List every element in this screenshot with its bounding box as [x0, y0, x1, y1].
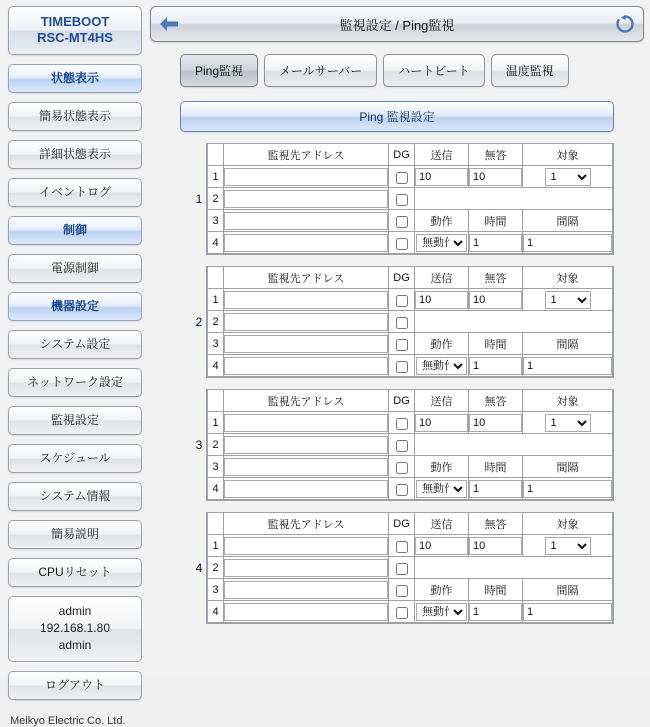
address-cell[interactable]	[224, 232, 389, 254]
block-index: 4	[195, 561, 203, 575]
time-cell[interactable]	[469, 601, 523, 623]
column-header-time: 時間	[469, 333, 523, 355]
table-row	[208, 601, 613, 623]
sidebar-item-device-settings[interactable]: 機器設定	[8, 292, 142, 321]
column-header-action: 動作	[415, 210, 469, 232]
address-cell[interactable]	[224, 311, 389, 333]
brand-line-2: RSC-MT4HS	[37, 30, 113, 46]
column-header-time: 時間	[469, 210, 523, 232]
arrow-left-icon[interactable]	[157, 12, 181, 36]
address-cell[interactable]	[224, 355, 389, 377]
interval-cell[interactable]	[523, 601, 613, 623]
noreply-input[interactable]	[469, 414, 522, 432]
ping-table	[206, 266, 614, 378]
table-row	[208, 232, 613, 254]
address-cell[interactable]	[224, 412, 389, 434]
dg-checkbox[interactable]	[396, 216, 408, 228]
column-header-dg: DG	[389, 390, 415, 412]
address-input[interactable]	[224, 559, 388, 577]
address-cell[interactable]	[224, 289, 389, 311]
address-cell[interactable]	[224, 478, 389, 500]
address-input[interactable]	[224, 603, 388, 621]
noreply-cell[interactable]	[469, 166, 523, 188]
target-select[interactable]	[545, 168, 591, 186]
corner-cell	[208, 144, 224, 166]
dg-checkbox[interactable]	[396, 238, 408, 250]
dg-checkbox[interactable]	[396, 607, 408, 619]
corner-cell	[208, 267, 224, 289]
panel-title: Ping 監視設定	[180, 101, 614, 132]
address-input[interactable]	[224, 291, 388, 309]
sidebar-brand[interactable]	[8, 6, 142, 55]
page-title: 監視設定 / Ping監視	[339, 17, 455, 33]
send-cell[interactable]	[415, 166, 469, 188]
corner-cell	[208, 513, 224, 535]
time-input[interactable]	[469, 357, 522, 375]
noreply-input[interactable]	[469, 537, 522, 555]
column-header-target: 対象	[523, 390, 613, 412]
sidebar-item-quick-help[interactable]: 簡易説明	[8, 520, 142, 549]
send-cell[interactable]	[415, 535, 469, 557]
tab-temperature-monitor[interactable]: 温度監視	[491, 54, 569, 87]
dg-cell[interactable]	[389, 311, 415, 333]
address-input[interactable]	[224, 480, 388, 498]
address-input[interactable]	[224, 414, 388, 432]
sidebar-item-cpu-reset[interactable]: CPUリセット	[8, 558, 142, 587]
sidebar-item-detail-status[interactable]: 詳細状態表示	[8, 140, 142, 169]
interval-input[interactable]	[523, 357, 612, 375]
interval-input[interactable]	[523, 234, 612, 252]
dg-checkbox[interactable]	[396, 295, 408, 307]
time-input[interactable]	[469, 234, 522, 252]
row-number: 3	[208, 456, 224, 478]
target-cell[interactable]	[523, 535, 613, 557]
dg-cell[interactable]	[389, 210, 415, 232]
address-cell[interactable]	[224, 333, 389, 355]
column-header-noreply: 無答	[469, 390, 523, 412]
column-header-address: 監視先アドレス	[224, 513, 389, 535]
address-input[interactable]	[224, 335, 388, 353]
row-number: 2	[208, 434, 224, 456]
address-cell[interactable]	[224, 166, 389, 188]
column-header-dg: DG	[389, 513, 415, 535]
block-index: 2	[195, 315, 203, 329]
row-number: 3	[208, 579, 224, 601]
dg-cell[interactable]	[389, 535, 415, 557]
address-input[interactable]	[224, 581, 388, 599]
ping-block	[192, 389, 614, 501]
row-number: 4	[208, 478, 224, 500]
interval-cell[interactable]	[523, 232, 613, 254]
row-number: 1	[208, 289, 224, 311]
column-header-address: 監視先アドレス	[224, 267, 389, 289]
action-cell[interactable]	[415, 232, 469, 254]
dg-cell[interactable]	[389, 412, 415, 434]
target-cell[interactable]	[523, 166, 613, 188]
table-row	[208, 557, 613, 579]
column-header-target: 対象	[523, 267, 613, 289]
main-content	[150, 0, 650, 677]
row-number: 2	[208, 311, 224, 333]
sidebar-item-simple-status[interactable]: 簡易状態表示	[8, 102, 142, 131]
row-number: 1	[208, 535, 224, 557]
address-input[interactable]	[224, 168, 388, 186]
dg-checkbox[interactable]	[396, 172, 408, 184]
spacer-cell	[415, 188, 613, 210]
ping-block	[192, 512, 614, 624]
tab-heartbeat[interactable]: ハートビート	[383, 54, 485, 87]
company-footer: Meikyo Electric Co. Ltd.	[10, 714, 126, 727]
column-header-send: 送信	[415, 390, 469, 412]
target-select[interactable]	[545, 537, 591, 555]
target-select[interactable]	[545, 414, 591, 432]
column-header-interval: 間隔	[523, 333, 613, 355]
column-header-noreply: 無答	[469, 513, 523, 535]
logout-button[interactable]: ログアウト	[8, 671, 142, 700]
table-row	[208, 289, 613, 311]
target-cell[interactable]	[523, 289, 613, 311]
table-row	[208, 478, 613, 500]
spacer-cell	[415, 557, 613, 579]
table-row	[208, 412, 613, 434]
tab-ping-monitor[interactable]: Ping監視	[180, 54, 258, 87]
account-info	[8, 596, 142, 662]
target-select[interactable]	[545, 291, 591, 309]
send-input[interactable]	[415, 291, 468, 309]
dg-cell[interactable]	[389, 579, 415, 601]
send-input[interactable]	[415, 168, 468, 186]
sidebar	[0, 0, 150, 727]
column-header-action: 動作	[415, 579, 469, 601]
row-number: 1	[208, 412, 224, 434]
noreply-input[interactable]	[469, 291, 522, 309]
account-ip: 192.168.1.80	[39, 620, 111, 635]
row-number: 4	[208, 232, 224, 254]
noreply-cell[interactable]	[469, 289, 523, 311]
column-header-address: 監視先アドレス	[224, 144, 389, 166]
dg-cell[interactable]	[389, 557, 415, 579]
address-input[interactable]	[224, 234, 388, 252]
column-header-action: 動作	[415, 456, 469, 478]
table-row	[208, 210, 613, 232]
action-cell[interactable]	[415, 478, 469, 500]
dg-cell[interactable]	[389, 456, 415, 478]
address-input[interactable]	[224, 190, 388, 208]
dg-cell[interactable]	[389, 188, 415, 210]
column-header-noreply: 無答	[469, 144, 523, 166]
dg-checkbox[interactable]	[396, 418, 408, 430]
column-header-action: 動作	[415, 333, 469, 355]
address-input[interactable]	[224, 313, 388, 331]
address-cell[interactable]	[224, 210, 389, 232]
table-row	[208, 434, 613, 456]
block-index: 3	[195, 438, 203, 452]
table-row	[208, 579, 613, 601]
address-cell[interactable]	[224, 579, 389, 601]
column-header-address: 監視先アドレス	[224, 390, 389, 412]
column-header-send: 送信	[415, 267, 469, 289]
sidebar-item-network-settings[interactable]: ネットワーク設定	[8, 368, 142, 397]
dg-checkbox[interactable]	[396, 541, 408, 553]
noreply-cell[interactable]	[469, 535, 523, 557]
address-input[interactable]	[224, 357, 388, 375]
row-number: 2	[208, 557, 224, 579]
reload-icon[interactable]	[613, 12, 637, 36]
table-row	[208, 535, 613, 557]
column-header-interval: 間隔	[523, 456, 613, 478]
account-role: admin	[58, 638, 92, 653]
column-header-time: 時間	[469, 456, 523, 478]
page-header	[150, 6, 644, 42]
column-header-send: 送信	[415, 144, 469, 166]
column-header-interval: 間隔	[523, 579, 613, 601]
dg-cell[interactable]	[389, 478, 415, 500]
table-row	[208, 456, 613, 478]
sidebar-item-power-control[interactable]: 電源制御	[8, 254, 142, 283]
sidebar-item-control[interactable]: 制御	[8, 216, 142, 245]
table-row	[208, 166, 613, 188]
interval-input[interactable]	[523, 603, 612, 621]
row-number: 4	[208, 601, 224, 623]
action-select[interactable]	[416, 480, 467, 498]
account-user: admin	[58, 603, 92, 618]
noreply-input[interactable]	[469, 168, 522, 186]
dg-checkbox[interactable]	[396, 440, 408, 452]
brand-line-1: TIMEBOOT	[40, 14, 110, 29]
sidebar-item-schedule[interactable]: スケジュール	[8, 444, 142, 473]
row-number: 4	[208, 355, 224, 377]
send-input[interactable]	[415, 414, 468, 432]
spacer-cell	[415, 311, 613, 333]
block-index: 1	[195, 192, 203, 206]
action-select[interactable]	[416, 234, 467, 252]
dg-checkbox[interactable]	[396, 585, 408, 597]
column-header-interval: 間隔	[523, 210, 613, 232]
table-row	[208, 355, 613, 377]
dg-cell[interactable]	[389, 333, 415, 355]
address-input[interactable]	[224, 436, 388, 454]
corner-cell	[208, 390, 224, 412]
column-header-target: 対象	[523, 513, 613, 535]
noreply-cell[interactable]	[469, 412, 523, 434]
ping-table	[206, 389, 614, 501]
column-header-send: 送信	[415, 513, 469, 535]
spacer-cell	[415, 434, 613, 456]
row-number: 3	[208, 333, 224, 355]
interval-cell[interactable]	[523, 478, 613, 500]
interval-input[interactable]	[523, 480, 612, 498]
time-input[interactable]	[469, 480, 522, 498]
dg-cell[interactable]	[389, 289, 415, 311]
address-cell[interactable]	[224, 188, 389, 210]
sidebar-item-status[interactable]: 状態表示	[8, 64, 142, 93]
column-header-dg: DG	[389, 144, 415, 166]
dg-cell[interactable]	[389, 166, 415, 188]
time-cell[interactable]	[469, 355, 523, 377]
table-row	[208, 188, 613, 210]
row-number: 1	[208, 166, 224, 188]
dg-checkbox[interactable]	[396, 484, 408, 496]
dg-checkbox[interactable]	[396, 317, 408, 329]
address-cell[interactable]	[224, 456, 389, 478]
action-select[interactable]	[416, 603, 467, 621]
address-input[interactable]	[224, 537, 388, 555]
dg-cell[interactable]	[389, 355, 415, 377]
dg-checkbox[interactable]	[396, 563, 408, 575]
column-header-noreply: 無答	[469, 267, 523, 289]
address-cell[interactable]	[224, 535, 389, 557]
send-input[interactable]	[415, 537, 468, 555]
action-cell[interactable]	[415, 601, 469, 623]
sidebar-item-monitor-settings[interactable]: 監視設定	[8, 406, 142, 435]
sidebar-item-event-log[interactable]: イベントログ	[8, 178, 142, 207]
dg-checkbox[interactable]	[396, 339, 408, 351]
interval-cell[interactable]	[523, 355, 613, 377]
dg-cell[interactable]	[389, 601, 415, 623]
action-cell[interactable]	[415, 355, 469, 377]
sidebar-item-system-info[interactable]: システム情報	[8, 482, 142, 511]
dg-checkbox[interactable]	[396, 194, 408, 206]
table-row	[208, 333, 613, 355]
address-input[interactable]	[224, 458, 388, 476]
time-input[interactable]	[469, 603, 522, 621]
tab-bar	[150, 54, 644, 87]
dg-checkbox[interactable]	[396, 462, 408, 474]
sidebar-item-system-settings[interactable]: システム設定	[8, 330, 142, 359]
ping-table	[206, 143, 614, 255]
ping-block	[192, 143, 614, 255]
address-cell[interactable]	[224, 557, 389, 579]
column-header-time: 時間	[469, 579, 523, 601]
time-cell[interactable]	[469, 478, 523, 500]
table-row	[208, 311, 613, 333]
dg-checkbox[interactable]	[396, 361, 408, 373]
address-input[interactable]	[224, 212, 388, 230]
target-cell[interactable]	[523, 412, 613, 434]
dg-cell[interactable]	[389, 232, 415, 254]
address-cell[interactable]	[224, 434, 389, 456]
tab-mail-server[interactable]: メールサーバー	[264, 54, 377, 87]
send-cell[interactable]	[415, 289, 469, 311]
send-cell[interactable]	[415, 412, 469, 434]
ping-block	[192, 266, 614, 378]
dg-cell[interactable]	[389, 434, 415, 456]
ping-table	[206, 512, 614, 624]
time-cell[interactable]	[469, 232, 523, 254]
column-header-target: 対象	[523, 144, 613, 166]
action-select[interactable]	[416, 357, 467, 375]
row-number: 2	[208, 188, 224, 210]
column-header-dg: DG	[389, 267, 415, 289]
address-cell[interactable]	[224, 601, 389, 623]
row-number: 3	[208, 210, 224, 232]
